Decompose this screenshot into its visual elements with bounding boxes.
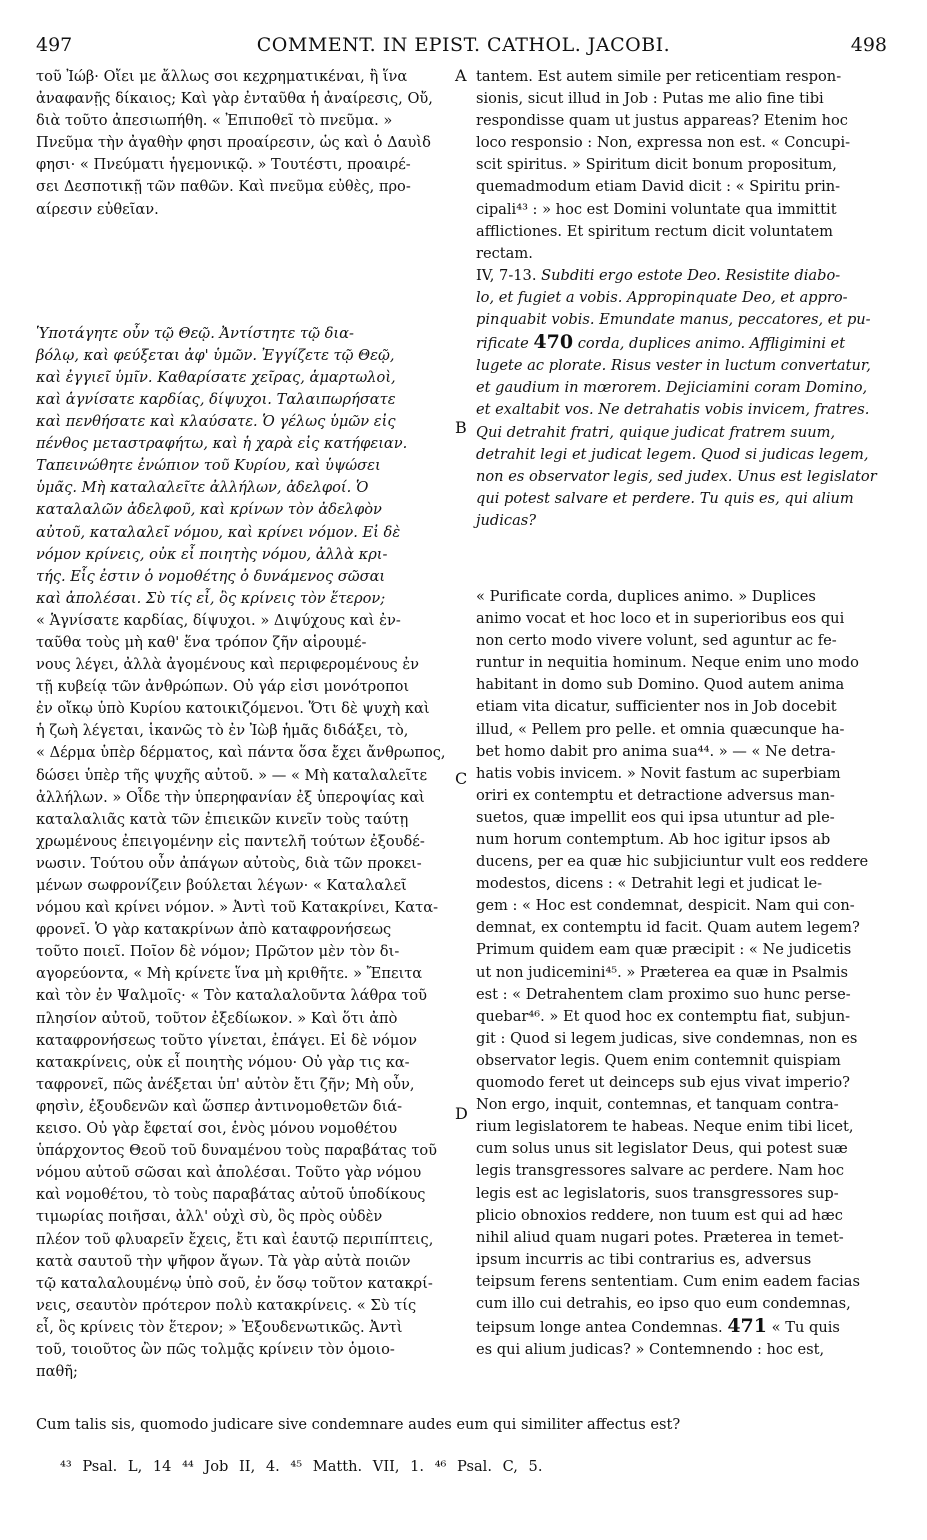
scripture-text-a: Subditi ergo estote Deo. Resistite diabo- lo, et fugiet a vobis. Appropinquate Deo, et appro- pinquabit vobis. Emundate manus, peccatores, et pu- rificate <box>476 266 871 353</box>
latin-column <box>476 66 890 1361</box>
greek-commentary: « Ἁγνίσατε καρδίας, δίψυχοι. » Διψύχους καὶ ἐν- ταῦθα τοὺς μὴ καθ' ἕνα τρόπον ζῆν αἱρουμέ- νους λέγει, ἀλλὰ ἀγομένους καὶ περιφερομένους ἐν τῇ κυβείᾳ τῶν ἀνθρώπων. Οὐ γάρ εἰσι μονότροποι ἐν οἴκῳ ὑπὸ Κυρίου κατοικιζόμενοι. Ὅτι δὲ ψυχὴ καὶ ἡ ζωὴ λέγεται, ἱκανῶς τὸ ἐν Ἰὼβ ἡμᾶς διδάξει, τὸ, « Δέρμα ὑπὲρ δέρματος, καὶ πάντα ὅσα ἔχει ἄνθρωπος, δώσει ὑπὲρ τῆς ψυχῆς αὐτοῦ. » — « Μὴ καταλαλεῖτε ἀλλήλων. » Οἶδε τὴν ὑπερηφανίαν ἐξ ὑπεροψίας καὶ καταλαλιᾶς κατὰ τῶν ἐπιεικῶν κινεῖν τοὺς ταύτῃ χρωμένους ἐπειγομένην εἰς παντελῆ τούτων ἐξουδέ- νωσιν. Τούτου οὖν ἀπάγων αὐτοὺς, διὰ τῶν προκει- μένων σωφρονίζειν βούλεται λέγων· « Καταλαλεῖ νόμου καὶ κρίνει νόμον. » Ἀντὶ τοῦ Κατακρίνει, Κατα- φρονεῖ. Ὁ γὰρ κατακρίνων ἀπὸ καταφρονήσεως τοῦτο ποιεῖ. Ποῖον δὲ νόμον; Πρῶτον μὲν τὸν δι- αγορεύοντα, « Μὴ κρίνετε ἵνα μὴ κριθῆτε. » Ἔπειτα καὶ τὸν ἐν Ψαλμοῖς· « Τὸν καταλαλοῦντα λάθρα τοῦ πλησίον αὐτοῦ, τοῦτον ἐξεδίωκον. » Καὶ ὅτι ἀπὸ καταφρονήσεως τοῦτο γίνεται, ἐπάγει. Εἰ δὲ νόμον κατακρίνεις, οὐκ εἶ ποιητὴς νόμου· Οὐ γὰρ τις κα- ταφρονεῖ, πῶς ἀνέξεται ὑπ' αὐτὸν ἔτι ζῆν; Μὴ οὖν, φησὶν, ἐξουδενῶν καὶ ὥσπερ ἀντινομοθετῶν διά- κεισο. Οὐ γὰρ ἔφεταί σοι, ἑνὸς μόνου νομοθέτου ὑπάρχοντος Θεοῦ τοῦ δυναμένου τοὺς παραβάτας τοῦ νόμου αὐτοῦ σῶσαι καὶ ἀπολέσαι. Τοῦτο γὰρ νόμου καὶ νομοθέτου, τὸ τοὺς παραβάτας αὐτοῦ ὑποδίκους τιμωρίας ποιῆσαι, ἀλλ' οὐχὶ σὺ, ὃς πρὸς οὐδὲν πλέον τοῦ φλυαρεῖν ἔχεις, ἔτι καὶ ἑαυτῷ περιπίπτεις, κατὰ σαυτοῦ τὴν ψῆφον ἄγων. Τὰ γὰρ αὐτὰ ποιῶν τῷ καταλαλουμένῳ ὑπὸ σοῦ, ἐν ὅσῳ τοῦτον κατακρί- νεις, σεαυτὸν πρότερον πολὺ κατακρίνεις. « Σὺ τίς εἶ, ὃς κρίνεις τὸν ἕτερον; » Ἐξουδενωτικῶς. Ἀντὶ τοῦ, τοιοῦτος ὢν πῶς τολμᾷς κρίνειν τὸν ὁμοιο- παθῆ; <box>36 611 446 1381</box>
closing-line: Cum talis sis, quomodo judicare sive condemnare audes eum qui similiter affectus est? <box>36 1416 681 1433</box>
commentary-text-b: « Tu quis es qui alium judicas? » Contemnendo : hoc est, <box>476 1319 840 1359</box>
page-number-right: 498 <box>850 34 887 56</box>
running-title: COMMENT. IN EPIST. CATHOL. JACOBI. <box>256 34 671 56</box>
column-number-471: 471 <box>727 1315 767 1338</box>
commentary-text-a: « Purificate corda, duplices animo. » Duplices animo vocat et hoc loco et in superioribus eos qui non certo modo vivere volunt, sed aguntur ac fe- runtur in nequitia hominum. Neque enim uno modo habitant in domo sub Domino. Quod autem anima etiam vita dicatur, sufficienter nos in Job docebit illud, « Pellem pro pelle. et omnia quæcunque ha- bet homo dabit pro anima sua⁴⁴. » — « Ne detra- hatis vobis invicem. » Novit fastum ac superbiam oriri ex contemptu et detractione adversus man- suetos, quæ impellit eos qui ipsa utuntur ad ple- num horum contemptum. Ab hoc igitur ipsos ab ducens, per ea quæ hic subjiciuntur vult eos reddere modestos, dicens : « Detrahit legi et judicat le- gem : « Hoc est condemnat, despicit. Nam qui con- demnat, ex contemptu id facit. Quam autem legem? Primum quidem eam quæ præcipit : « Ne judicetis ut non judicemini⁴⁵. » Præterea ea quæ in Psalmis est : « Detrahentem clam proximo suo hunc perse- quebar⁴⁶. » Et quod hoc ex contemptu fiat, subjun- git : Quod si legem judicas, sive condemnas, non es observator legis. Quem enim contemnit quispiam quomodo feret ut deinceps sub ejus vivat imperio? Non ergo, inquit, contemnas, et tanquam contra- rium legislatorem te habeas. Neque enim tibi licet, cum solus unus sit legislator Deus, qui potest suæ legis transgressores salvare ac perdere. Nam hoc legis est ac legislatoris, suos transgressores sup- plicio obnoxios reddere, non tuum est qui ad hæc nihil aliud quam nugari potes. Præterea in temet- ipsum incurris ac tibi contrarius es, adversus teipsum ferens sententiam. Cum enim eadem facias cum illo cui detrahis, eo ipso quo eum condemnas, teipsum longe antea Condemnas. <box>476 587 869 1337</box>
latin-paragraph-1: tantem. Est autem simile per reticentiam respon- sionis, sicut illud in Job : Putas me alio fine tibi respondisse quam ut justus appareas? Etenim hoc loco responsio : Non, expressa non est. « Concupi- scit spiritus. » Spiritum dicit bonum propositum, quemadmodum etiam David dicit : « Spiritu prin- cipali⁴³ : » hoc est Domini voluntate qua immittit afflictiones. Et spiritum rectum dicit voluntatem rectam. <box>476 68 851 262</box>
margin-sigla-b: B <box>455 418 467 437</box>
margin-sigla-c: C <box>455 769 468 788</box>
scripture-text-b: corda, duplices animo. Affligimini et lugete ac plorate. Risus vester in luctum convertatur, et gaudium in mœrorem. Dejiciamini coram Domino, et exaltabit vos. Ne detrahatis vobis invicem, fratres. Qui detrahit fratri, quique judicat fratrem suum, detrahit legi et judicat legem. Quod si judicas legem, non es observator legis, sed judex. Unus est legislator qui potest salvare et perdere. Tu quis es, qui alium judicas? <box>476 335 877 529</box>
column-number-470: 470 <box>533 331 574 354</box>
greek-paragraph-1: τοῦ Ἰώβ· Οἴει με ἄλλως σοι κεχρηματικέναι, ἢ ἵνα ἀναφανῇς δίκαιος; Καὶ γὰρ ἐνταῦθα ἡ ἀναίρεσις, Οὔ, διὰ τοῦτο ἀπεσιωπήθη. « Ἐπιποθεῖ τὸ πνεῦμα. » Πνεῦμα τὴν ἀγαθὴν φησι προαίρεσιν, ὡς καὶ ὁ Δαυὶδ φησι· « Πνεύματι ἡγεμονικῷ. » Τουτέστι, προαιρέ- σει Δεσποτικῇ τῶν παθῶν. Καὶ πνεῦμα εὐθὲς, προ- αίρεσιν εὐθεῖαν. <box>36 68 433 218</box>
margin-sigla-a: A <box>455 66 467 85</box>
page-header <box>0 34 927 64</box>
margin-sigla-d: D <box>455 1104 468 1123</box>
greek-column <box>36 66 456 1383</box>
page-number-left: 497 <box>36 34 73 56</box>
footnotes: ⁴³ Psal. L, 14 ⁴⁴ Job II, 4. ⁴⁵ Matth. VII, 1. ⁴⁶ Psal. C, 5. <box>60 1458 543 1475</box>
latin-commentary <box>476 586 890 1361</box>
column-gap <box>36 221 456 323</box>
verse-reference: IV, 7-13. <box>476 266 542 284</box>
latin-scripture-text <box>476 265 890 532</box>
greek-scripture-text: Ὑποτάγητε οὖν τῷ Θεῷ. Ἀντίστητε τῷ δια- βόλῳ, καὶ φεύξεται ἀφ' ὑμῶν. Ἐγγίζετε τῷ Θεῷ, καὶ ἐγγιεῖ ὑμῖν. Καθαρίσατε χεῖρας, ἁμαρτωλοὶ, καὶ ἁγνίσατε καρδίας, δίψυχοι. Ταλαιπωρήσατε καὶ πενθήσατε καὶ κλαύσατε. Ὁ γέλως ὑμῶν εἰς πένθος μεταστραφήτω, καὶ ἡ χαρὰ εἰς κατήφειαν. Ταπεινώθητε ἐνώπιον τοῦ Κυρίου, καὶ ὑψώσει ὑμᾶς. Μὴ καταλαλεῖτε ἀλλήλων, ἀδελφοί. Ὁ καταλαλῶν ἀδελφοῦ, καὶ κρίνων τὸν ἀδελφὸν αὐτοῦ, καταλαλεῖ νόμου, καὶ κρίνει νόμον. Εἰ δὲ νόμον κρίνεις, οὐκ εἶ ποιητὴς νόμου, ἀλλὰ κρι- τής. Εἷς ἐστιν ὁ νομοθέτης ὁ δυνάμενος σῶσαι καὶ ἀπολέσαι. Σὺ τίς εἶ, ὃς κρίνεις τὸν ἕτερον; <box>36 324 408 607</box>
column-gap <box>476 532 890 586</box>
